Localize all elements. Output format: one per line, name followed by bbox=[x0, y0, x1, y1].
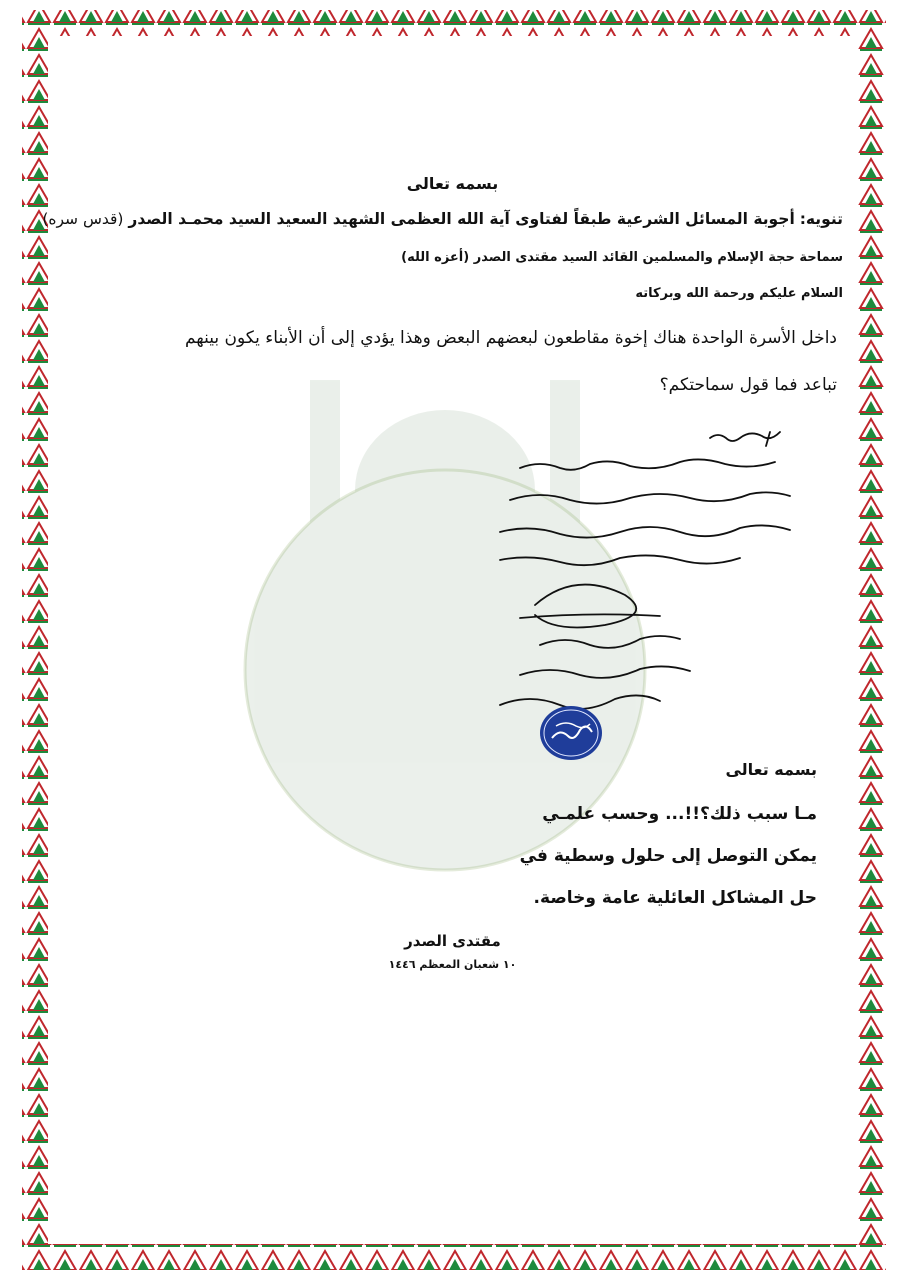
notice-line bbox=[42, 210, 843, 228]
question-line-2: تباعد فما قول سماحتكم؟ bbox=[659, 375, 837, 395]
answer-line-1: مـا سبب ذلك؟!!... وحسب علمـي bbox=[542, 804, 817, 824]
notice-text: أجوبة المسائل الشرعية طبقاً لفتاوى آية الله العظمى الشهيد السعيد السيد محمـد الصدر bbox=[128, 210, 795, 228]
notice-label: تنويه: bbox=[799, 210, 843, 228]
seal-stamp-icon bbox=[538, 704, 604, 762]
greeting-line: السلام عليكم ورحمة الله وبركاته bbox=[635, 286, 843, 301]
answer-line-2: يمكن التوصل إلى حلول وسطية في bbox=[519, 846, 817, 866]
handwritten-answer bbox=[460, 420, 860, 750]
notice-suffix: (قدس سره) bbox=[42, 210, 124, 228]
answer-line-3: حل المشاكل العائلية عامة وخاصة. bbox=[533, 888, 817, 908]
addressee-line: سماحة حجة الإسلام والمسلمين القائد السيد مقتدى الصدر (أعزه الله) bbox=[401, 250, 843, 265]
signature-name: مقتدى الصدر bbox=[404, 932, 501, 950]
bismillah-heading: بسمه تعالى bbox=[406, 174, 499, 193]
question-line-1: داخل الأسرة الواحدة هناك إخوة مقاطعون لبعضهم البعض وهذا يؤدي إلى أن الأبناء يكون بينهم bbox=[184, 328, 837, 348]
answer-date: ١٠ شعبان المعظم ١٤٤٦ bbox=[388, 958, 517, 971]
answer-bismillah: بسمه تعالى bbox=[725, 760, 817, 779]
